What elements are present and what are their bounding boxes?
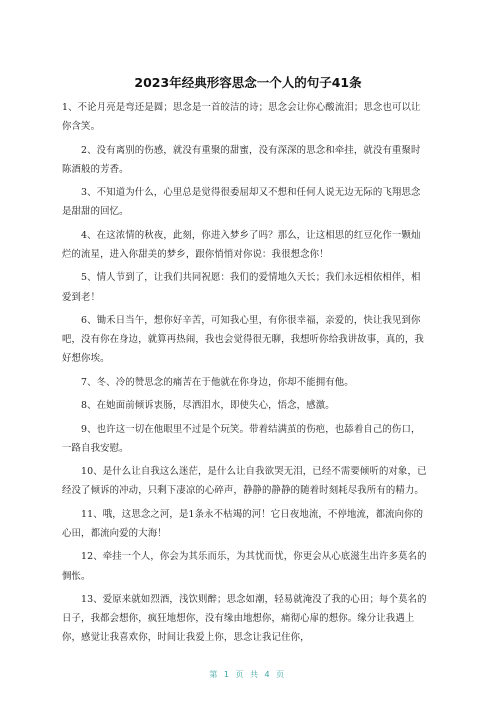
paragraph-13: 13、爱原来就如烈酒，浅饮则醉；思念如潮，轻易就淹没了我的心田；每个莫名的日子，我都会想你，疯狂地想你，没有缘由地想你，痛彻心扉的想你。缘分让我遇上你，感觉让我喜欢你，时间让我爱上你，思念让我记住你， (62, 593, 427, 644)
paragraph-12: 12、牵挂一个人，你会为其乐而乐，为其忧而忧，你更会从心底滋生出许多莫名的惆怅。 (62, 551, 427, 582)
paragraph-2: 2、没有离别的伤感，就没有重聚的甜蜜，没有深深的思念和牵挂，就没有重聚时陈酒般的芳香。 (62, 144, 421, 175)
paragraph-7: 7、冬、冷的赞思念的痛苦在于他就在你身边，你却不能拥有他。 (81, 376, 354, 388)
footer-page-unit: 页 (235, 670, 246, 679)
page-footer (0, 669, 496, 680)
document-title: 2023年经典形容思念一个人的句子41条 (134, 75, 362, 90)
footer-total-pages: 4 (264, 670, 273, 679)
footer-page-number: 1 (223, 670, 232, 679)
footer-total-label: 共 (250, 670, 261, 679)
document-body (62, 98, 430, 652)
paragraph-8: 8、在她面前倾诉衷肠，尽洒泪水，即使失心，悟念，感激。 (81, 400, 335, 412)
paragraph-3: 3、不知道为什么，心里总是觉得很委屈却又不想和任何人说无边无际的飞翔思念是甜甜的回忆。 (62, 187, 421, 218)
paragraph-11: 11、哦，这思念之河，是1条永不枯竭的河！它日夜地流，不停地流，都流向你的心田，都流向爱的大海！ (62, 508, 424, 539)
footer-page-label: 第 (209, 670, 220, 679)
paragraph-10: 10、是什么让自我这么迷茫，是什么让自我欲哭无泪，已经不需要倾听的对象，已经没了倾诉的冲动，只剩下凄凉的心碎声，静静的静静的随着时刻耗尽我所有的精力。 (62, 466, 427, 497)
paragraph-1: 1、不论月亮是弯还是圆；思念是一首皎洁的诗；思念会让你心酸流泪；思念也可以让你含笑。 (62, 102, 421, 133)
footer-total-unit: 页 (276, 670, 287, 679)
paragraph-6: 6、锄禾日当午，想你好辛苦，可知我心里，有你很幸福，亲爱的，快让我见到你吧，没有你在身边，就算再热闹，我也会觉得很无聊，我想听你给我讲故事，真的，我好想你埃。 (62, 314, 424, 365)
paragraph-5: 5、情人节到了，让我们共同祝愿：我们的爱情地久天长；我们永远相依相伴，相爱到老！ (62, 272, 421, 303)
paragraph-4: 4、在这浓情的秋夜，此刻，你进入梦乡了吗？那么，让这相思的红豆化作一颗灿烂的流星，进入你甜美的梦乡，跟你悄悄对你说：我很想念你！ (62, 229, 421, 260)
paragraph-9: 9、也许这一切在他眼里不过是个玩笑。带着结满茧的伤疤，也舔着自己的伤口，一路自我安慰。 (62, 423, 421, 454)
